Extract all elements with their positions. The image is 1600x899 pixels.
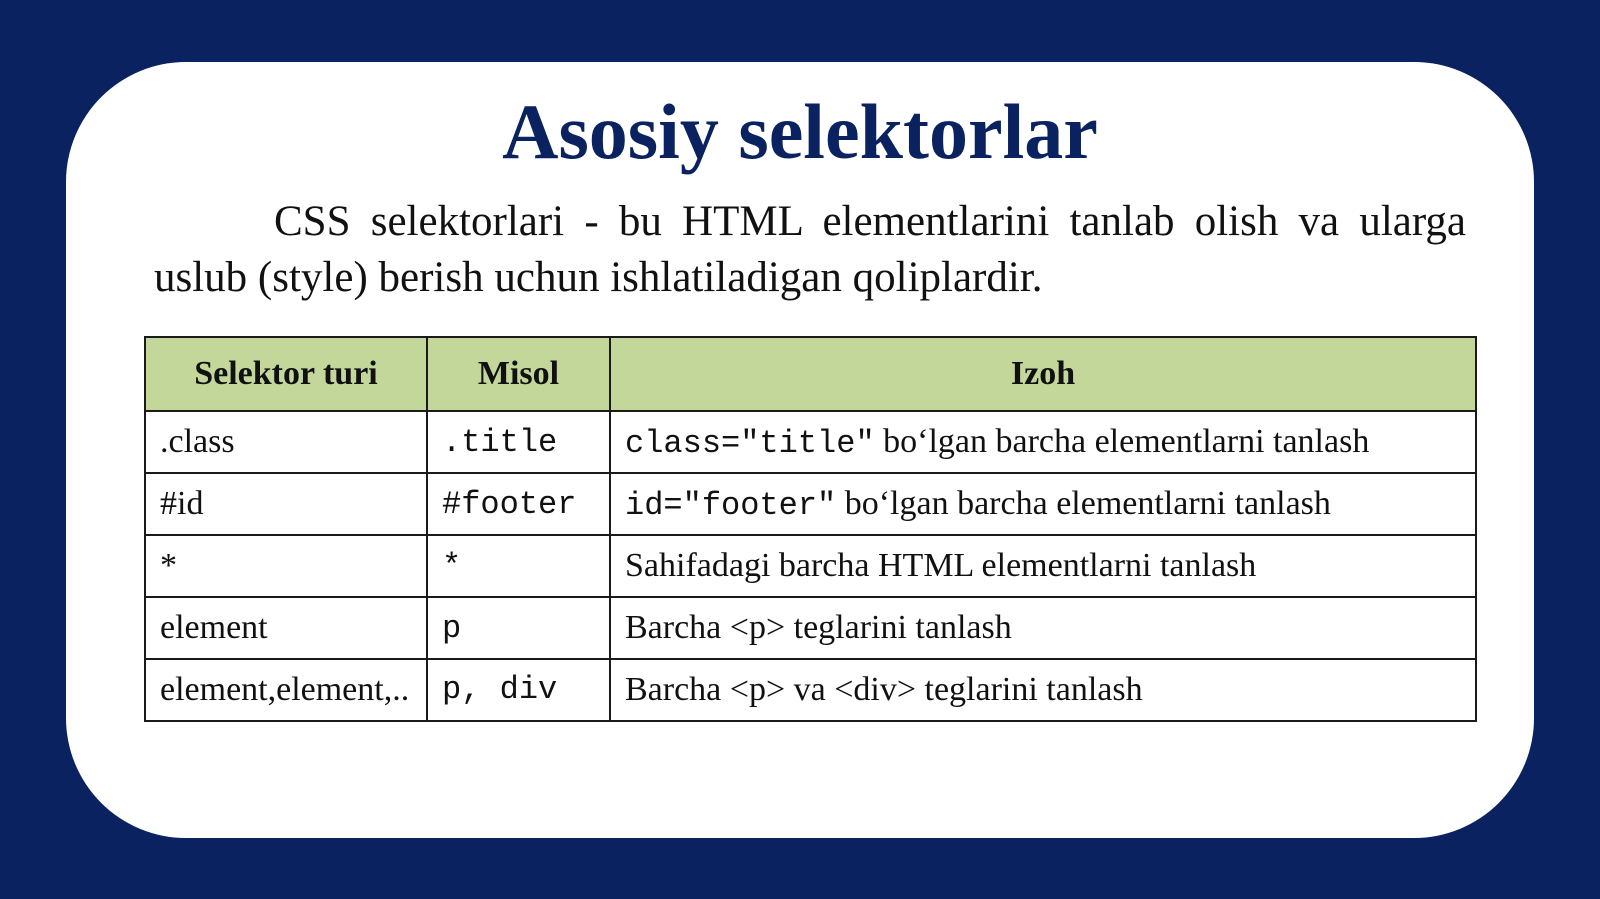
cell-selector-type: #id [145,473,427,535]
header-example: Misol [427,337,610,411]
cell-selector-type: * [145,535,427,597]
table-row [145,535,1476,597]
description-code: id="footer" [625,486,837,524]
cell-example: .title [427,411,610,473]
description-text: bo‘lgan barcha elementlarni tanlash [836,484,1331,522]
table-row [145,597,1476,659]
table-row [145,473,1476,535]
cell-selector-type: element,element,.. [145,659,427,721]
selectors-table [144,336,1477,722]
header-selector-type: Selektor turi [145,337,427,411]
cell-description: Sahifadagi barcha HTML elementlarni tanlash [610,535,1476,597]
description-code: class="title" [625,424,875,462]
cell-description: Barcha <p> teglarini tanlash [610,597,1476,659]
table-row [145,411,1476,473]
description-text: bo‘lgan barcha elementlarni tanlash [874,422,1370,460]
cell-description [610,473,1476,535]
slide-title: Asosiy selektorlar [502,88,1098,175]
cell-example: #footer [427,473,610,535]
cell-selector-type: .class [145,411,427,473]
table-header-row [145,337,1476,411]
cell-example: p [427,597,610,659]
cell-description: Barcha <p> va <div> teglarini tanlash [610,659,1476,721]
header-description: Izoh [610,337,1476,411]
cell-example: p, div [427,659,610,721]
cell-selector-type: element [145,597,427,659]
cell-example: * [427,535,610,597]
cell-description [610,411,1476,473]
intro-paragraph: CSS selektorlari - bu HTML elementlarini tanlab olish va ularga uslub (style) berish uchun ishlatiladigan qoliplardir. [154,198,1466,301]
table-row [145,659,1476,721]
